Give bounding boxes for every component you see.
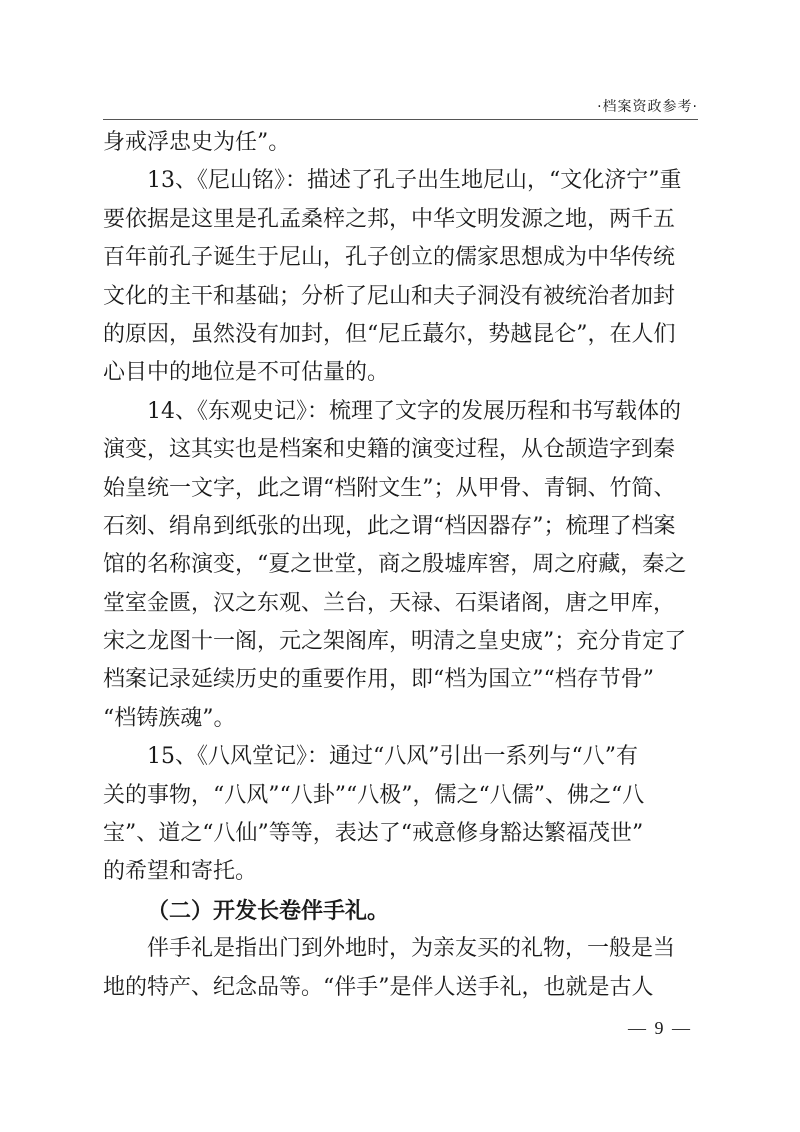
text-line: 石刻、绢帛到纸张的出现，此之谓“档因器存”；梳理了档案 [103, 513, 676, 539]
header-title: ·档案资政参考· [597, 99, 698, 115]
text-line: 百年前孔子诞生于尼山，孔子创立的儒家思想成为中华传统 [103, 245, 676, 271]
text-line: 始皇统一文字，此之谓“档附文生”；从甲骨、青铜、竹简、 [103, 475, 676, 501]
text-line: 馆的名称演变，“夏之世堂，商之殷墟库窖，周之府藏，秦之 [103, 552, 687, 578]
text-line: 文化的主干和基础；分析了尼山和夫子洞没有被统治者加封 [103, 283, 676, 309]
section-heading: （二）开发长卷伴手礼。 [147, 897, 390, 924]
paragraph-14-start: 14、《东观史记》：梳理了文字的发展历程和书写载体的 [147, 398, 681, 424]
text-line: 的原因，虽然没有加封，但“尼丘蕞尔，势越昆仑”，在人们 [103, 321, 676, 347]
text-line: 档案记录延续历史的重要作用，即“档为国立”“档存节骨” [103, 667, 654, 693]
text-line: 的希望和寄托。 [103, 859, 258, 885]
text-line: “档铸族魂”。 [103, 705, 236, 731]
paragraph-start: 伴手礼是指出门到外地时，为亲友买的礼物，一般是当 [147, 936, 676, 962]
text-line: 演变，这其实也是档案和史籍的演变过程，从仓颉造字到秦 [103, 437, 676, 463]
body-text [103, 124, 697, 1007]
text-line: 关的事物，“八风”“八卦”“八极”，儒之“八儒”、佛之“八 [103, 782, 645, 808]
text-line: 宋之龙图十一阁，元之架阁库，明清之皇史宬”；充分肯定了 [103, 629, 687, 655]
header-rule [103, 119, 698, 120]
page-number: — 9 — [628, 1018, 692, 1038]
text-line: 要依据是这里是孔孟桑梓之邦，中华文明发源之地，两千五 [103, 206, 676, 232]
text-line: 堂室金匮，汉之东观、兰台，天禄、石渠诸阁，唐之甲库， [103, 590, 676, 616]
paragraph-15-start: 15、《八风堂记》：通过“八风”引出一系列与“八”有 [147, 744, 638, 770]
page-header [0, 92, 800, 122]
text-line: 宝”、道之“八仙”等等，表达了“戒意修身豁达繁福茂世” [103, 821, 644, 847]
text-line: 地的特产、纪念品等。“伴手”是伴人送手礼，也就是古人 [103, 974, 654, 1000]
text-line: 心目中的地位是不可估量的。 [103, 360, 390, 386]
text-line: 身戒浮忠史为任”。 [103, 130, 291, 155]
paragraph-13-start: 13、《尼山铭》：描述了孔子出生地尼山，“文化济宁”重 [147, 168, 682, 194]
